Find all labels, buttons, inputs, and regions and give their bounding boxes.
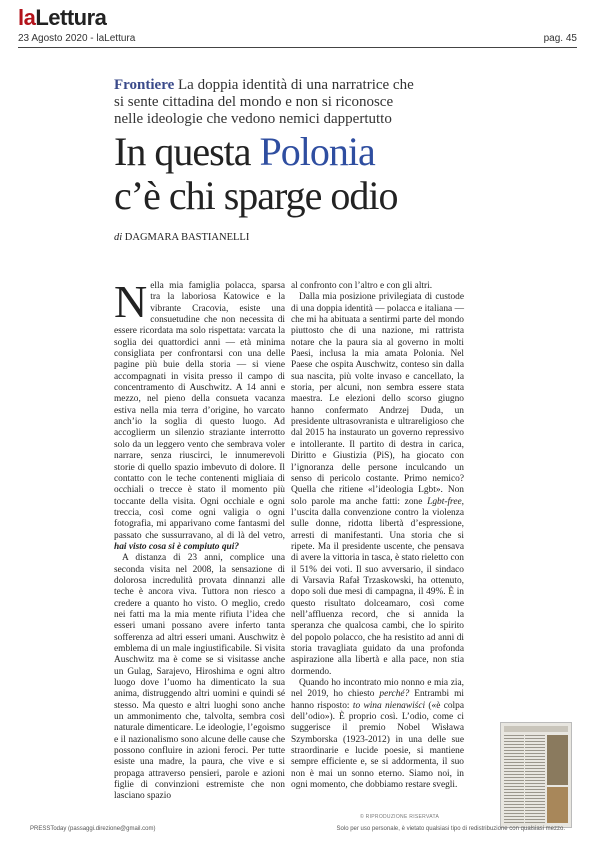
thumbnail-photo (547, 787, 568, 823)
headline-line2: c’è chi sparge odio (114, 173, 398, 218)
headline-part-a: In questa (114, 129, 260, 174)
page-number: pag. 45 (543, 33, 577, 44)
drop-cap: N (114, 276, 148, 327)
article-column-1 (114, 276, 285, 803)
paragraph (291, 678, 464, 791)
emphasis-text: Lgbt-free (427, 496, 462, 507)
paragraph (114, 276, 285, 553)
paragraph: A distanza di 23 anni, complice una seconda visita nel 2008, la sensazione di dolorosa incredulità provata dinnanzi alle teche è ancora viva. Tuttora non riesco a credere a quanto ho visto. O meglio, credo nei fatti ma la mia mente rifiuta l’idea che esseri umani possano avere inferto tanta sofferenza ad altri esseri umani. Auschwitz è emblema di un male ingiustificabile. Si visita Auschwitz ma è come se si visitasse anche un Gulag, Sarajevo, Hiroshima e ogni altro luogo dove l’uomo ha dimenticato la sua anima, distruggendo altri uomini e quindi sé stesso. Ma questo e altri luoghi sono anche un ammonimento che, talvolta, sembra così naturale dimenticare. Le ideologie, l’egoismo e il nazionalismo sono alcune delle cause che possono confluire in azioni feroci. Per tutte esiste una madre, la paura, che vive e si propaga attraverso pensieri, parole e azioni figlie di convinzioni estremiste che non lasciano spazio (114, 553, 285, 802)
kicker (114, 77, 414, 128)
masthead-la: la (18, 5, 36, 30)
paragraph-text: , l’uscita dalla convenzione contro la violenza sulle donne, ridotta libertà d’espressione, arresti di manifestanti. Una storia che si ripete. Ma il presidente uscente, che pensava di avere la vittoria in tasca, è stato rieletto con il 51% dei voti. Il suo avversario, il sindaco di Varsavia Rafał Trzaskowski, ha ottenuto, dopo soli due mesi di campagna, il 49%. È in questo risultato dolceamaro, così come nell’affluenza record, che si annida la speranza che qualcosa cambi, che lo spirito del popolo polacco, che ha resistito ad anni di storia travagliata guidato da una profonda aspirazione alla libertà e alla pace, non stia dormendo. (291, 496, 465, 677)
byline-author: DAGMARA BASTIANELLI (124, 232, 250, 243)
emphasis-text: hai visto cosa si è compiuto qui? (114, 541, 240, 552)
masthead-lettura: Lettura (35, 5, 107, 30)
paragraph (291, 292, 464, 678)
copyright-note: © RIPRODUZIONE RISERVATA (360, 814, 440, 820)
emphasis-text: to wina nienawiści (352, 700, 426, 711)
byline-di: di (114, 232, 123, 243)
header-divider (18, 47, 577, 48)
paragraph-text: Quando ho incontrato mio nonno e mia zia, nel 2019, ho chiesto (291, 678, 464, 700)
thumbnail-photo (547, 735, 568, 785)
paragraph: al confronto con l’altro e con gli altri. (291, 281, 433, 291)
article-column-2 (291, 281, 464, 791)
paragraph-text: Dalla mia posizione privilegiata di custode di una doppia identità — polacca e italiana — che mi ha abituata a sentirmi parte del mondo piuttosto che di una nazione, mi rattrista notare che la paura sia al governo in molti Paesi, inclusa la mia amata Polonia. Nel Paese che ospita Auschwitz, conteso sin dalla sua nascita, più volte invaso e cancellato, la storia, per alcuni, non sembra essere stata maestra. Le elezioni dello scorso giugno hanno confermato Andrzej Duda, un presidente ultrasovranista e ultrareligioso che dal 2015 ha instaurato un governo repressivo e intollerante. Il partito di destra in carica, Diritto e Giustizia (PiS), ha giocato con l’ignoranza delle persone inculcando un senso di pericolo costante. Primo nemico? Quella che ritiene «l’ideologia Lgbt». Non solo parole ma anche fatti: zone (291, 292, 464, 507)
masthead-logo (18, 6, 106, 30)
section-label: Frontiere (114, 77, 175, 93)
paragraph-text: Entrambi mi hanno risposto: (291, 689, 465, 711)
thumbnail-column (504, 735, 524, 823)
kicker-text: La doppia identità di una narratrice che si sente cittadina del mondo e non si riconosce nelle ideologie che vedono nemici dappertutto (114, 77, 414, 127)
byline (114, 232, 249, 243)
thumbnail-header (504, 726, 568, 732)
thumbnail-column (525, 735, 545, 823)
emphasis-text: perché? (379, 689, 410, 700)
paragraph-text: («è colpa dell’odio»). È proprio così. L’odio, come ci suggerisce il premio Nobel Wisława Szymborska (1923-2012) in una delle sue straordinarie e lucide poesie, si mantiene sempre efficiente e, se si addormenta, il suo non è mai un sonno eterno. Siamo noi, in ogni momento, che dobbiamo restare svegli. (291, 700, 464, 791)
page-thumbnail (500, 722, 572, 828)
headline-highlight: Polonia (259, 129, 375, 174)
dateline: 23 Agosto 2020 - laLettura (18, 33, 136, 44)
paragraph-text: ella mia famiglia polacca, sparsa tra la laboriosa Katowice e la vibrante Cracovia, esiste una consuetudine che non necessita di essere ricordata ma solo rispettata: varcata la soglia dei quattordici anni — età minima consigliata per confrontarsi con una delle pagine più buie della storia — si viene accompagnati in visita presso il campo di concentramento di Auschwitz. A 14 anni e mezzo, nel pieno della consueta vacanza estiva nella mia terra d’origine, ho varcato anch’io la soglia di questo luogo. Ad accoglierm un silenzio straziante interrotto solo da un leggero vento che sembrava voler narrare, senza riuscirci, le innumerevoli storie di quello spazio imbevuto di dolore. Il contatto con le teche contenenti migliaia di occhiali o trecce è stato il momento più toccante della visita. Ogni occhiale e ogni treccia, così come ogni valigia o ogni fotografia, mi apparivano come fantasmi del passato che sussurravano, al di là del vetro, (114, 281, 285, 541)
footer-disclaimer: Solo per uso personale, è vietato qualsiasi tipo di redistribuzione con qualsiasi mezzo. (336, 826, 565, 832)
footer-source: PRESSToday (passaggi.direzione@gmail.com) (30, 826, 156, 832)
headline (114, 130, 474, 218)
